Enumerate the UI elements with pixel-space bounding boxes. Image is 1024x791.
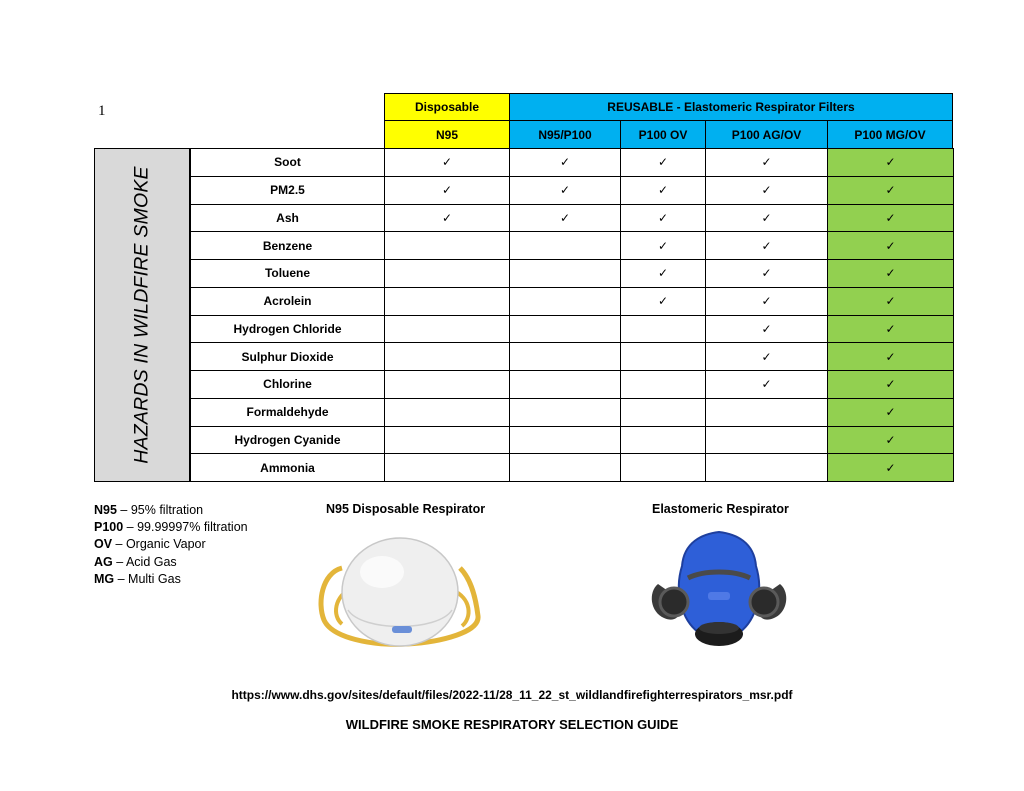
check-icon: ✓: [828, 204, 954, 232]
hazard-name: Ash: [191, 204, 385, 232]
empty-cell: [621, 398, 706, 426]
empty-cell: [510, 426, 621, 454]
source-url[interactable]: https://www.dhs.gov/sites/default/files/2022-11/28_11_22_st_wildlandfirefighterrespirators_msr.pdf: [231, 688, 793, 702]
legend-abbr: MG: [94, 571, 115, 586]
legend-desc: – Organic Vapor: [112, 537, 206, 552]
hazard-name: Acrolein: [191, 287, 385, 315]
hazard-name: Hydrogen Cyanide: [191, 426, 385, 454]
table-row: [191, 398, 954, 426]
table-row: [191, 149, 954, 177]
legend-item: [94, 536, 248, 553]
hazard-name: Ammonia: [191, 454, 385, 482]
check-icon: ✓: [621, 204, 706, 232]
check-icon: ✓: [385, 149, 510, 177]
table-row: [191, 315, 954, 343]
legend-abbr: N95: [94, 503, 117, 517]
empty-cell: [621, 343, 706, 371]
table-row: [191, 287, 954, 315]
empty-cell: [510, 260, 621, 288]
table-row: [191, 232, 954, 260]
reusable-header: REUSABLE - Elastomeric Respirator Filters: [509, 93, 953, 121]
empty-cell: [510, 371, 621, 399]
hazard-name: Hydrogen Chloride: [191, 315, 385, 343]
empty-cell: [706, 398, 828, 426]
check-icon: ✓: [621, 149, 706, 177]
hazard-name: Formaldehyde: [191, 398, 385, 426]
legend-abbr: OV: [94, 537, 113, 552]
check-icon: ✓: [706, 149, 828, 177]
check-icon: ✓: [828, 426, 954, 454]
table-row: [191, 343, 954, 371]
check-icon: ✓: [621, 176, 706, 204]
n95-caption: N95 Disposable Respirator: [326, 502, 486, 516]
empty-cell: [621, 426, 706, 454]
column-header-p100-mg-ov: P100 MG/OV: [827, 120, 953, 149]
legend: [94, 502, 248, 588]
table-row: [191, 371, 954, 399]
empty-cell: [621, 315, 706, 343]
empty-cell: [385, 287, 510, 315]
check-icon: ✓: [828, 287, 954, 315]
check-icon: ✓: [621, 287, 706, 315]
empty-cell: [510, 454, 621, 482]
side-label: HAZARDS IN WILDFIRE SMOKE: [130, 166, 153, 464]
check-icon: ✓: [706, 371, 828, 399]
legend-desc: – Multi Gas: [114, 571, 181, 586]
hazard-name: Sulphur Dioxide: [191, 343, 385, 371]
legend-item: [94, 502, 248, 519]
check-icon: ✓: [706, 287, 828, 315]
empty-cell: [621, 371, 706, 399]
legend-abbr: AG: [94, 554, 113, 569]
empty-cell: [385, 232, 510, 260]
check-icon: ✓: [385, 204, 510, 232]
table-row: [191, 260, 954, 288]
column-header-p100-ag-ov: P100 AG/OV: [705, 120, 828, 149]
check-icon: ✓: [828, 343, 954, 371]
legend-desc: – Acid Gas: [112, 554, 177, 569]
elastomeric-caption: Elastomeric Respirator: [652, 502, 789, 516]
check-icon: ✓: [828, 232, 954, 260]
empty-cell: [706, 454, 828, 482]
check-icon: ✓: [706, 343, 828, 371]
check-icon: ✓: [828, 176, 954, 204]
legend-item: [94, 519, 248, 536]
check-icon: ✓: [706, 260, 828, 288]
hazard-name: Soot: [191, 149, 385, 177]
page-number: 1: [98, 103, 106, 119]
table-row: [191, 454, 954, 482]
check-icon: ✓: [828, 149, 954, 177]
column-header-n95-p100: N95/P100: [509, 120, 621, 149]
empty-cell: [621, 454, 706, 482]
check-icon: ✓: [828, 371, 954, 399]
hazard-name: Benzene: [191, 232, 385, 260]
check-icon: ✓: [706, 232, 828, 260]
hazard-name: Chlorine: [191, 371, 385, 399]
check-icon: ✓: [828, 398, 954, 426]
check-icon: ✓: [621, 260, 706, 288]
check-icon: ✓: [828, 315, 954, 343]
hazard-table: [190, 148, 954, 482]
table-row: [191, 426, 954, 454]
empty-cell: [510, 232, 621, 260]
check-icon: ✓: [510, 204, 621, 232]
empty-cell: [510, 315, 621, 343]
legend-item: [94, 554, 248, 571]
check-icon: ✓: [706, 315, 828, 343]
check-icon: ✓: [706, 204, 828, 232]
legend-desc: – 95% filtration: [116, 503, 204, 517]
table-row: [191, 176, 954, 204]
check-icon: ✓: [510, 149, 621, 177]
check-icon: ✓: [828, 260, 954, 288]
check-icon: ✓: [706, 176, 828, 204]
empty-cell: [385, 343, 510, 371]
elastomeric-respirator-image: [644, 522, 794, 656]
check-icon: ✓: [621, 232, 706, 260]
empty-cell: [385, 398, 510, 426]
check-icon: ✓: [385, 176, 510, 204]
empty-cell: [385, 426, 510, 454]
check-icon: ✓: [510, 176, 621, 204]
empty-cell: [510, 343, 621, 371]
empty-cell: [385, 260, 510, 288]
hazard-name: PM2.5: [191, 176, 385, 204]
footer-title: WILDFIRE SMOKE RESPIRATORY SELECTION GUIDE: [345, 717, 679, 732]
check-icon: ✓: [828, 454, 954, 482]
column-header-n95: N95: [384, 120, 510, 149]
table-row: [191, 204, 954, 232]
empty-cell: [385, 315, 510, 343]
legend-abbr: P100: [94, 520, 124, 535]
empty-cell: [510, 398, 621, 426]
column-header-p100-ov: P100 OV: [620, 120, 706, 149]
empty-cell: [706, 426, 828, 454]
hazard-name: Toluene: [191, 260, 385, 288]
empty-cell: [510, 287, 621, 315]
empty-cell: [385, 454, 510, 482]
legend-desc: – 99.99997% filtration: [123, 520, 248, 535]
disposable-header: Disposable: [384, 93, 510, 121]
empty-cell: [385, 371, 510, 399]
legend-item: [94, 571, 248, 588]
n95-mask-image: [312, 528, 488, 656]
